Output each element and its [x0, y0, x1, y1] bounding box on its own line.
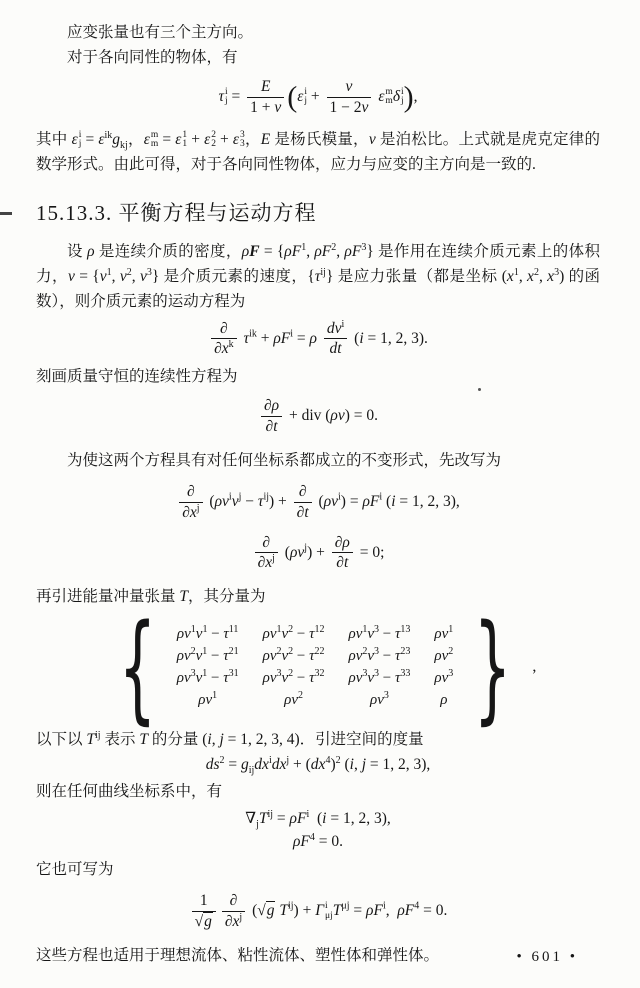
matrix-cell: $\rho v^3$: [370, 689, 389, 708]
section-heading: 15.13.3. 平衡方程与运动方程: [36, 200, 317, 225]
matrix-cell: $\rho v^1v^1 - \tau^{11}$: [176, 623, 239, 642]
equation-continuity-rewritten: $\frac{\partial}{\partial x^j}$ $(\rho v^j)$ + $\frac{\partial\rho}{\partial t}$ = 0;: [36, 534, 600, 573]
matrix-left-brace: {: [118, 598, 156, 737]
equation-motion: $\frac{\partial}{\partial x^k}$ $\tau^{ik} + \rho F^i = \rho$ $\frac{dv^i}{dt}$ (i = 1, 2, 3).: [36, 320, 600, 359]
paragraph-alternative-form-intro: 它也可写为: [36, 861, 114, 879]
matrix-right-brace: }: [474, 598, 512, 737]
matrix-cell: $\rho v^3$: [434, 667, 454, 686]
paragraph-tensor-components-metric-intro: 以下以 $T^{ij}$ 表示 T 的分量 (i, j = 1, 2, 3, 4)．引进空间的度量: [36, 730, 424, 749]
matrix-trailing-comma: ,: [532, 658, 537, 676]
equation-expanded-covariant: $\frac{1}{√g}$ $\frac{\partial}{\partial x^j}$ (√g $T^{ij}) + \Gamma$ i μj $T^{\mu j} = \rho F^i$, $\rho F^4 = 0$.: [36, 892, 600, 931]
paragraph-strain-directions: 应变张量也有三个主方向。: [67, 24, 254, 41]
matrix-cell: ρ: [440, 691, 448, 708]
matrix-cell: $\rho v^2$: [434, 645, 454, 664]
matrix-cell: $\rho v^3v^3 - \tau^{33}$: [348, 667, 411, 686]
equation-continuity: $\frac{\partial\rho}{\partial t}$ + div (ρv) = 0.: [36, 397, 600, 436]
scan-artifact-dot: [478, 388, 481, 391]
equation-covariant-divergence: $\nabla_jT^{ij} = \rho F^i$ (i = 1, 2, 3),: [245, 808, 391, 831]
paragraph-curvilinear-intro: 则在任何曲线坐标系中，有: [36, 783, 223, 801]
page-number: • 601 •: [516, 949, 578, 965]
matrix-cell: $\rho v^1$: [434, 623, 454, 642]
paragraph-invariant-form-intro: 为使这两个方程具有对任何坐标系都成立的不变形式，先改写为: [67, 451, 502, 469]
paragraph-continuum-setup: 设 ρ 是连续介质的密度，$\rho F = \{\rho F^1$, $\rho F^2$, $\rho F^3$} 是作用在连续介质元素上的体积力，$v = \{v^1$, $v^2$, $v^3$} 是介质元素的速度，$\{\tau^{ij}\}$ 是应力张量（都是坐标 ($x^1$, $x^2$, $x^3$) 的函数），则介质元素的运动方程为: [36, 241, 601, 310]
energy-momentum-matrix: [36, 598, 600, 737]
matrix-cell: $\rho v^1v^2 - \tau^{12}$: [262, 623, 325, 642]
matrix-cell: $\rho v^3v^1 - \tau^{31}$: [176, 667, 239, 686]
paragraph-continuity-intro: 刻画质量守恒的连续性方程为: [36, 368, 238, 386]
matrix-cell: $\rho v^2$: [284, 689, 303, 708]
scan-artifact-dash: [0, 212, 12, 215]
paragraph-applicability: 这些方程也适用于理想流体、粘性流体、塑性体和弹性体。: [36, 946, 440, 964]
equation-fourth-component: $\rho F^4 = 0$.: [292, 831, 344, 850]
paragraph-hooke-notation: 其中 ε i j = $\varepsilon^{ik}g_{kj}$，ε m m = ε 1 1 + ε 2 2 + ε 3 3 ，E 是杨氏模量，ν 是泊松比。上式就是虎克定律的数学形式。由此可得，对于各向同性物体，应力与应变的主方向是一致的.: [36, 129, 600, 173]
paragraph-energy-momentum-tensor-intro: 再引进能量冲量张量 T，其分量为: [36, 588, 266, 606]
equation-hookes-law: τ i j = $\frac{E}{1 + \nu}$ (ε i j + $\frac{\nu}{1 - 2\nu}$ ε m m δ i j ),: [218, 78, 418, 116]
equation-momentum-rewritten: $\frac{\partial}{\partial x^j}$ $(\rho v^iv^j - \tau^{ij})$ + $\frac{\partial}{\partial t}$ $(\rho v^i) = \rho F^i$ (i = 1, 2, 3),: [36, 483, 600, 522]
paragraph-isotropic-intro: 对于各向同性的物体，有: [67, 49, 238, 66]
equation-space-metric: $ds^2 = g_{ij}dx^idx^j + (dx^4)^2$ (i, j = 1, 2, 3),: [205, 755, 431, 777]
matrix-cell: $\rho v^1v^3 - \tau^{13}$: [348, 623, 411, 642]
matrix-cell: $\rho v^2v^2 - \tau^{22}$: [262, 645, 325, 664]
matrix-cell: $\rho v^2v^1 - \tau^{21}$: [176, 645, 239, 664]
matrix-cell: $\rho v^1$: [198, 689, 218, 708]
matrix-cell: $\rho v^2v^3 - \tau^{23}$: [348, 645, 411, 664]
matrix-grid: [176, 623, 454, 709]
matrix-cell: $\rho v^3v^2 - \tau^{32}$: [262, 667, 325, 686]
